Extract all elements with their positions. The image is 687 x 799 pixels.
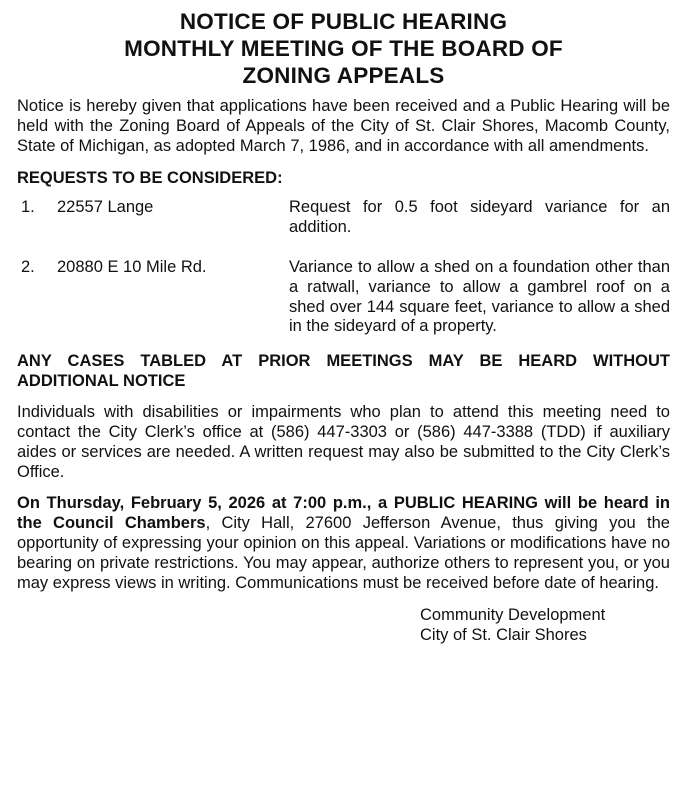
title-line-1: NOTICE OF PUBLIC HEARING xyxy=(179,9,508,34)
tabled-cases-notice: ANY CASES TABLED AT PRIOR MEETINGS MAY BE HEARD WITHOUT ADDITIONAL NOTICE xyxy=(17,352,670,391)
intro-paragraph: Notice is hereby given that applications have been received and a Public Hearing will be held with the Zoning Board of Appeals of the City of St. Clair Shores, Macomb County, State of Michigan, as adopted March 7, 1986, and in accordance with all amendments. xyxy=(17,97,670,155)
request-item xyxy=(17,258,670,337)
signature-block xyxy=(420,605,670,645)
signature-city: City of St. Clair Shores xyxy=(420,626,587,645)
requests-heading: REQUESTS TO BE CONSIDERED: xyxy=(17,169,283,188)
request-number: 2. xyxy=(21,257,35,276)
request-description: Variance to allow a shed on a foundation other than a ratwall, variance to allow a gambrel roof on a shed over 144 square feet, variance to allow a shed in the sideyard of a property. xyxy=(289,257,670,336)
notice-title xyxy=(17,8,670,89)
request-item xyxy=(17,198,670,238)
hearing-paragraph xyxy=(17,494,670,593)
hearing-date-lead: On Thursday, February 5, 2026 at 7:00 p.m., a PUBLIC HEARING will be heard in the Council Chambers xyxy=(17,494,670,533)
requests-list xyxy=(17,198,670,337)
disabilities-paragraph: Individuals with disabilities or impairments who plan to attend this meeting need to contact the City Clerk’s office at (586) 447-3303 or (586) 447-3388 (TDD) if auxiliary aides or services are needed. A written request may also be submitted to the City Clerk’s Office. xyxy=(17,403,670,481)
request-description: Request for 0.5 foot sideyard variance for an addition. xyxy=(289,198,670,237)
title-line-3: ZONING APPEALS xyxy=(242,63,445,88)
request-address: 20880 E 10 Mile Rd. xyxy=(57,257,207,276)
hearing-details: , City Hall, 27600 Jefferson Avenue, thus giving you the opportunity of expressing your opinion on this appeal. Variations or modifications have no bearing on private restrictions. You may appear, authorize others to represent you, or you may express views in writing. Communications must be received before date of hearing. xyxy=(17,514,670,592)
request-number: 1. xyxy=(21,198,35,217)
title-line-2: MONTHLY MEETING OF THE BOARD OF xyxy=(124,36,563,61)
signature-department: Community Development xyxy=(420,606,606,625)
request-address: 22557 Lange xyxy=(57,198,154,217)
